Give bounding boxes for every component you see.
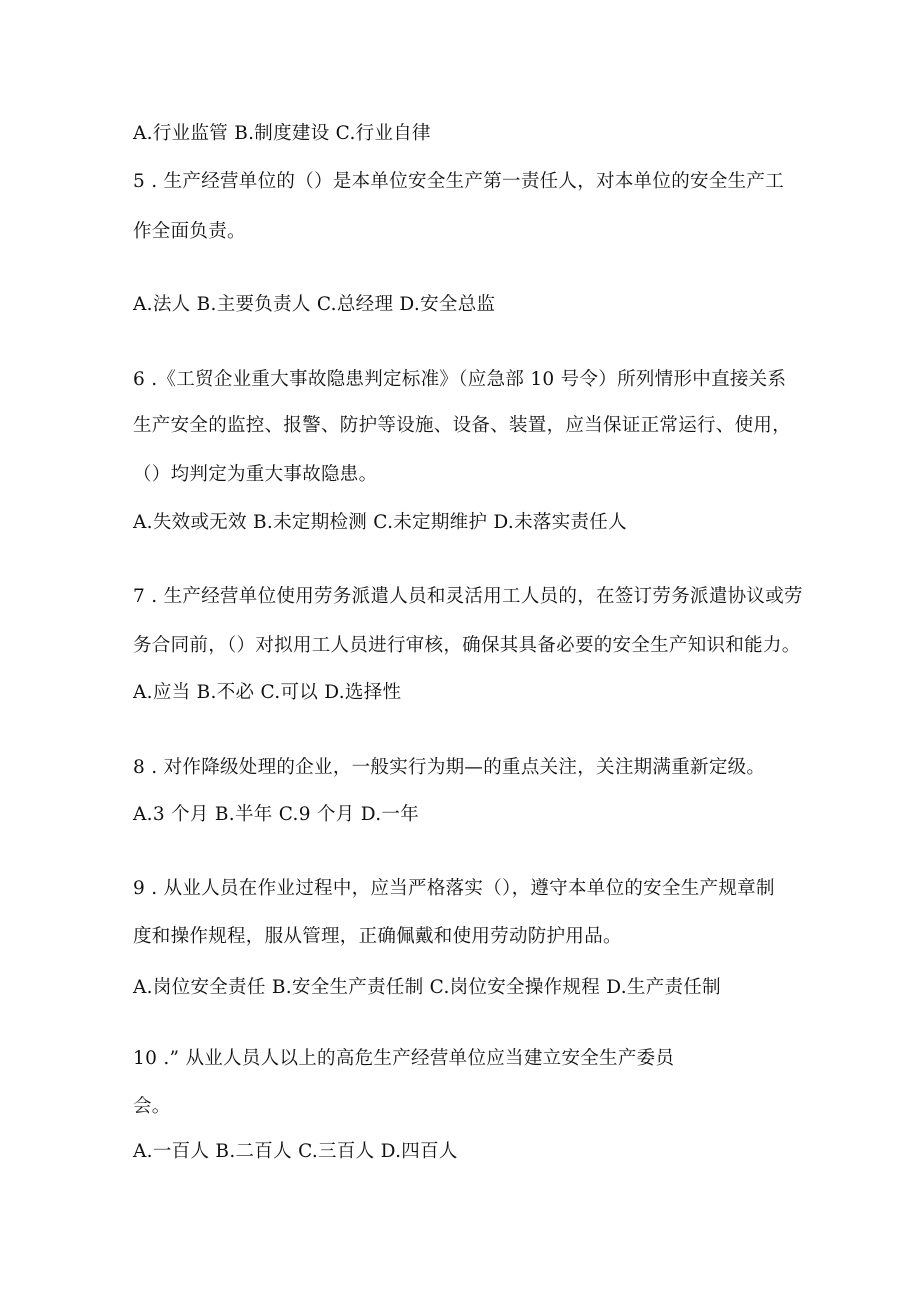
question-9-line-1: 9 . 从业人员在作业过程中，应当严格落实（），遵守本单位的安全生产规章制 [133, 878, 775, 899]
question-6-line-2: 生产安全的监控、报警、防护等设施、设备、装置，应当保证正常运行、使用， [133, 415, 792, 436]
options-q4: A.行业监管 B.制度建设 C.行业自律 [133, 123, 431, 144]
question-5-line-1: 5 . 生产经营单位的（）是本单位安全生产第一责任人，对本单位的安全生产工 [133, 171, 785, 192]
options-q8: A.3 个月 B.半年 C.9 个月 D.一年 [133, 804, 419, 825]
options-q9: A.岗位安全责任 B.安全生产责任制 C.岗位安全操作规程 D.生产责任制 [133, 977, 721, 998]
question-7-line-2: 务合同前，（）对拟用工人员进行审核，确保其具备必要的安全生产知识和能力。 [133, 635, 801, 656]
options-q5: A.法人 B.主要负责人 C.总经理 D.安全总监 [133, 294, 496, 315]
question-9-line-2: 度和操作规程，服从管理，正确佩戴和使用劳动防护用品。 [133, 926, 622, 947]
options-q7: A.应当 B.不必 C.可以 D.选择性 [133, 682, 402, 703]
question-10-line-1: 10 .” 从业人员人以上的高危生产经营单位应当建立安全生产委员 [133, 1048, 675, 1069]
question-6-line-1: 6 .《工贸企业重大事故隐患判定标准》（应急部 10 号令）所列情形中直接关系 [133, 369, 787, 390]
question-6-line-3: （）均判定为重大事故隐患。 [133, 464, 378, 485]
question-5-line-2: 作全面负责。 [133, 221, 246, 242]
question-8: 8 . 对作降级处理的企业，一般实行为期—的重点关注，关注期满重新定级。 [133, 757, 766, 778]
question-10-line-2: 会。 [133, 1096, 171, 1117]
question-7-line-1: 7 . 生产经营单位使用劳务派遣人员和灵活用工人员的，在签订劳务派遣协议或劳 [133, 586, 803, 607]
options-q10: A.一百人 B.二百人 C.三百人 D.四百人 [133, 1141, 458, 1162]
options-q6: A.失效或无效 B.未定期检测 C.未定期维护 D.未落实责任人 [133, 512, 627, 533]
